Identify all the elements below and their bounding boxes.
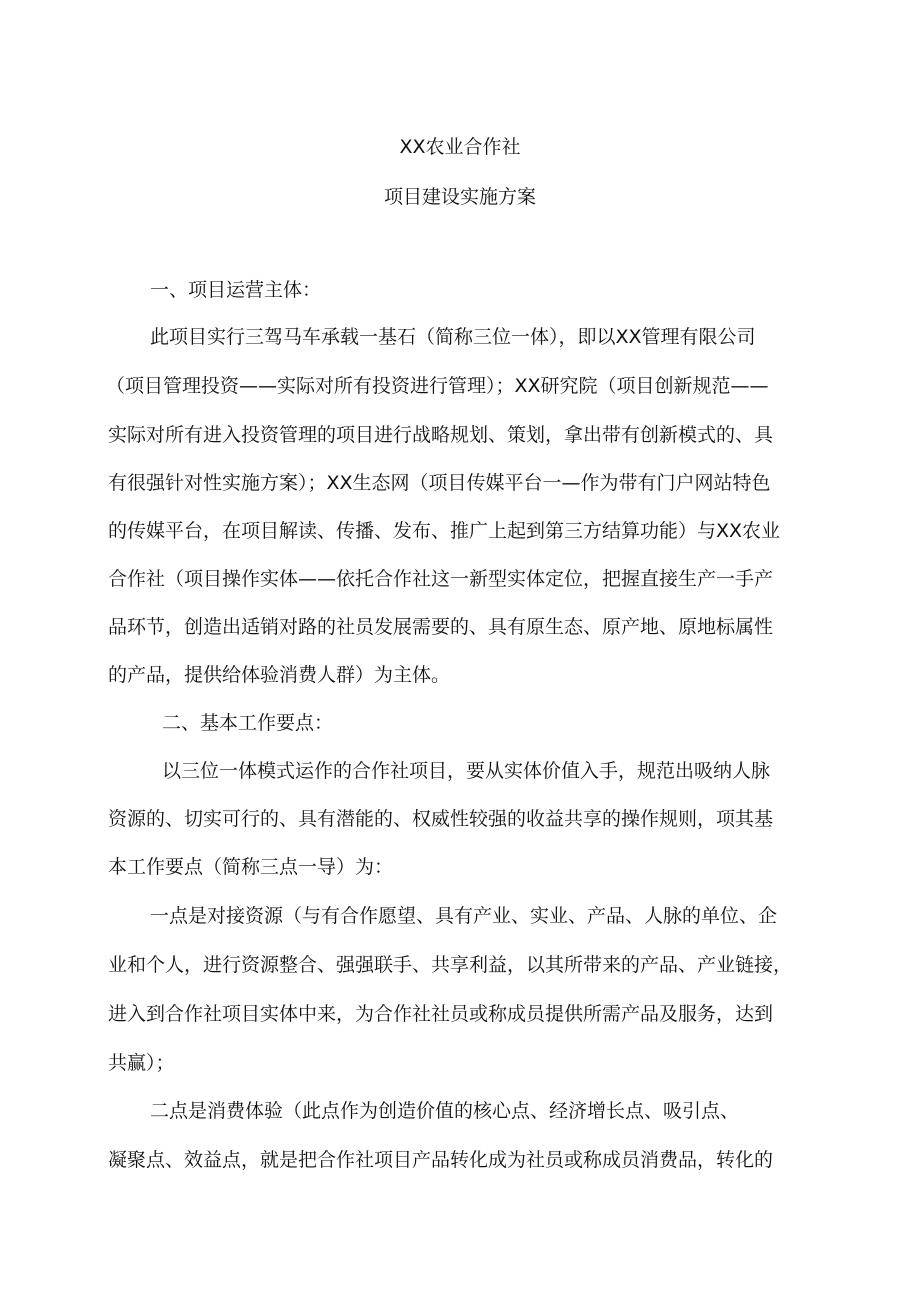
- paragraph-line: 进入到合作社项目实体中来，为合作社社员或称成员提供所需产品及服务，达到: [108, 1003, 774, 1025]
- paragraph-line: 的传媒平台，在项目解读、传播、发布、推广上起到第三方结算功能）与XX农业: [108, 520, 781, 542]
- document-title: XX农业合作社: [399, 136, 521, 158]
- paragraph-line: 业和个人，进行资源整合、强强联手、共享利益，以其所带来的产品、产业链接，: [108, 954, 793, 976]
- paragraph-line: 二点是消费体验（此点作为创造价值的核心点、经济增长点、吸引点、: [150, 1100, 740, 1122]
- paragraph-line: 资源的、切实可行的、具有潜能的、权威性较强的收益共享的操作规则，项其基: [108, 808, 774, 830]
- paragraph-line: 合作社（项目操作实体——依托合作社这一新型实体定位，把握直接生产一手产: [108, 568, 774, 590]
- paragraph-line: 实际对所有进入投资管理的项目进行战略规划、策划，拿出带有创新模式的、具: [108, 424, 774, 446]
- paragraph-line: 品环节，创造出适销对路的社员发展需要的、具有原生态、原产地、原地标属性: [108, 616, 774, 638]
- section-heading: 二、基本工作要点：: [162, 712, 334, 734]
- paragraph-line: 有很强针对性实施方案）；XX生态网（项目传媒平台一—作为带有门户网站特色: [108, 472, 771, 494]
- paragraph-line: 本工作要点（简称三点一导）为：: [108, 856, 394, 878]
- paragraph-line: （项目管理投资——实际对所有投资进行管理）；XX研究院（项目创新规范——: [106, 375, 769, 397]
- document-subtitle: 项目建设实施方案: [383, 186, 536, 208]
- paragraph-line: 的产品，提供给体验消费人群）为主体。: [108, 664, 451, 686]
- section-heading: 一、项目运营主体：: [150, 279, 322, 301]
- paragraph-line: 共赢）；: [108, 1052, 175, 1074]
- paragraph-line: 此项目实行三驾马车承载一基石（简称三位一体），即以XX管理有限公司: [150, 326, 756, 348]
- paragraph-line: 以三位一体模式运作的合作社项目，要从实体价值入手，规范出吸纳人脉: [162, 760, 771, 782]
- paragraph-line: 凝聚点、效益点，就是把合作社项目产品转化成为社员或称成员消费品，转化的: [108, 1149, 774, 1171]
- paragraph-line: 一点是对接资源（与有合作愿望、具有产业、实业、产品、人脉的单位、企: [150, 905, 778, 927]
